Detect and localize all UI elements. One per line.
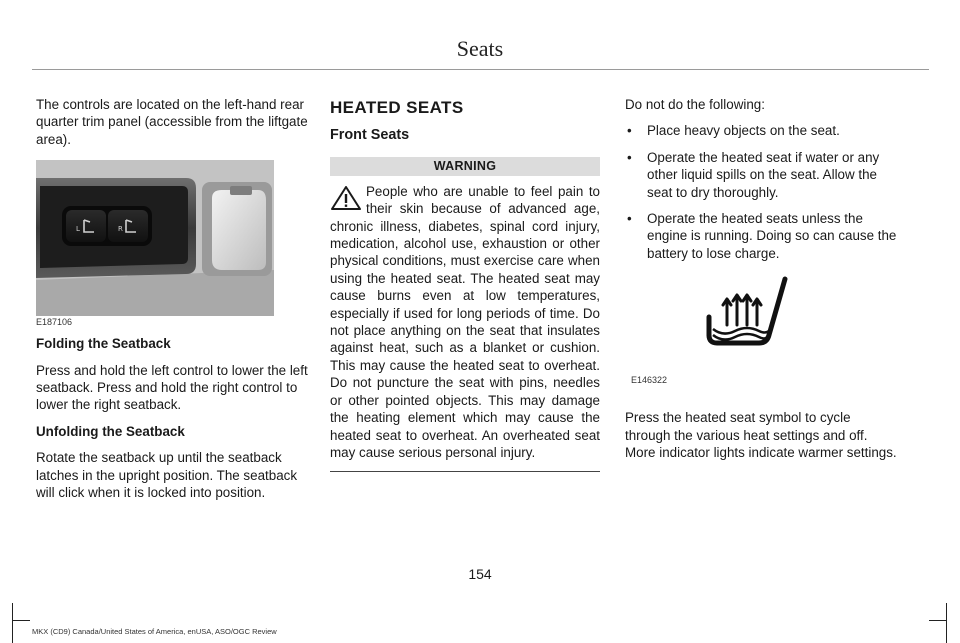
bullet-mark: • — [627, 211, 632, 227]
seat-controls-photo — [36, 160, 274, 327]
crop-mark — [946, 603, 947, 643]
crop-mark — [12, 603, 13, 643]
front-seats-heading: Front Seats — [330, 127, 410, 144]
heated-seat-icon — [625, 271, 883, 371]
list-item-text: Operate the heated seats unless the engine is running. Doing so can cause the battery to lose charge. — [647, 211, 897, 261]
unfolding-text: Rotate the seatback up until the seatback latches in the upright position. The seatback will click when it is locked into position. — [36, 450, 298, 501]
image-code: E146322 — [631, 374, 668, 385]
heated-seat-instructions: Press the heated seat symbol to cycle through the various heat settings and off. More indicator lights indicate warmer settings. — [625, 410, 897, 461]
bullet-mark: • — [627, 149, 632, 165]
list-item-text: Operate the heated seat if water or any other liquid spills on the seat. Allow the seat to dry thoroughly. — [647, 149, 880, 200]
list-item — [625, 210, 897, 262]
list-item-text: Place heavy objects on the seat. — [647, 123, 840, 139]
seat-controls-illustration — [36, 160, 274, 316]
crop-mark — [929, 620, 947, 621]
header-divider — [32, 69, 929, 70]
page-section-title: Seats — [456, 36, 504, 61]
do-not-list — [625, 122, 897, 262]
crop-mark — [12, 620, 30, 621]
column-middle — [330, 96, 600, 472]
svg-text:L: L — [76, 225, 80, 234]
footer-document-info: MKX (CD9) Canada/United States of America, enUSA, ASO/OGC Review — [32, 627, 277, 636]
warning-triangle-icon — [330, 185, 362, 211]
warning-end-rule — [330, 471, 600, 472]
page-number: 154 — [468, 566, 492, 582]
column-right — [625, 96, 897, 470]
image-code: E187106 — [36, 316, 73, 327]
heated-seat-figure — [625, 271, 883, 389]
warning-text: People who are unable to feel pain to their skin because of advanced age, chronic illness, diabetes, spinal cord injury, medication, alcohol use, exhaustion or other physical conditions, must exercise care when using the heated seat. The heated seat may cause burns even at low temperatures, especially if used for long periods of time. Do not place anything on the seat that insulates against heat, such as a blanket or cushion. This may cause the heated seat to overheat. Do not puncture the seat with pins, needles or other pointed objects. This may damage the heating element which may cause the heated seat to overheat. An overheated seat may cause serious personal injury. — [330, 183, 600, 460]
unfolding-heading: Unfolding the Seatback — [36, 423, 185, 439]
folding-heading: Folding the Seatback — [36, 336, 171, 352]
warning-label-bar: WARNING — [330, 157, 600, 176]
do-not-intro: Do not do the following: — [625, 97, 765, 112]
list-item — [625, 149, 897, 201]
list-item — [625, 122, 897, 139]
warning-box — [330, 183, 600, 462]
bullet-mark: • — [627, 123, 632, 139]
column-left — [36, 96, 308, 510]
heated-seats-heading: HEATED SEATS — [330, 98, 464, 117]
svg-text:R: R — [118, 225, 123, 234]
controls-location-text: The controls are located on the left-hand rear quarter trim panel (accessible from the liftgate area). — [36, 97, 308, 147]
folding-text: Press and hold the left control to lower the left seatback. Press and hold the right control to lower the right seatback. — [36, 362, 308, 413]
